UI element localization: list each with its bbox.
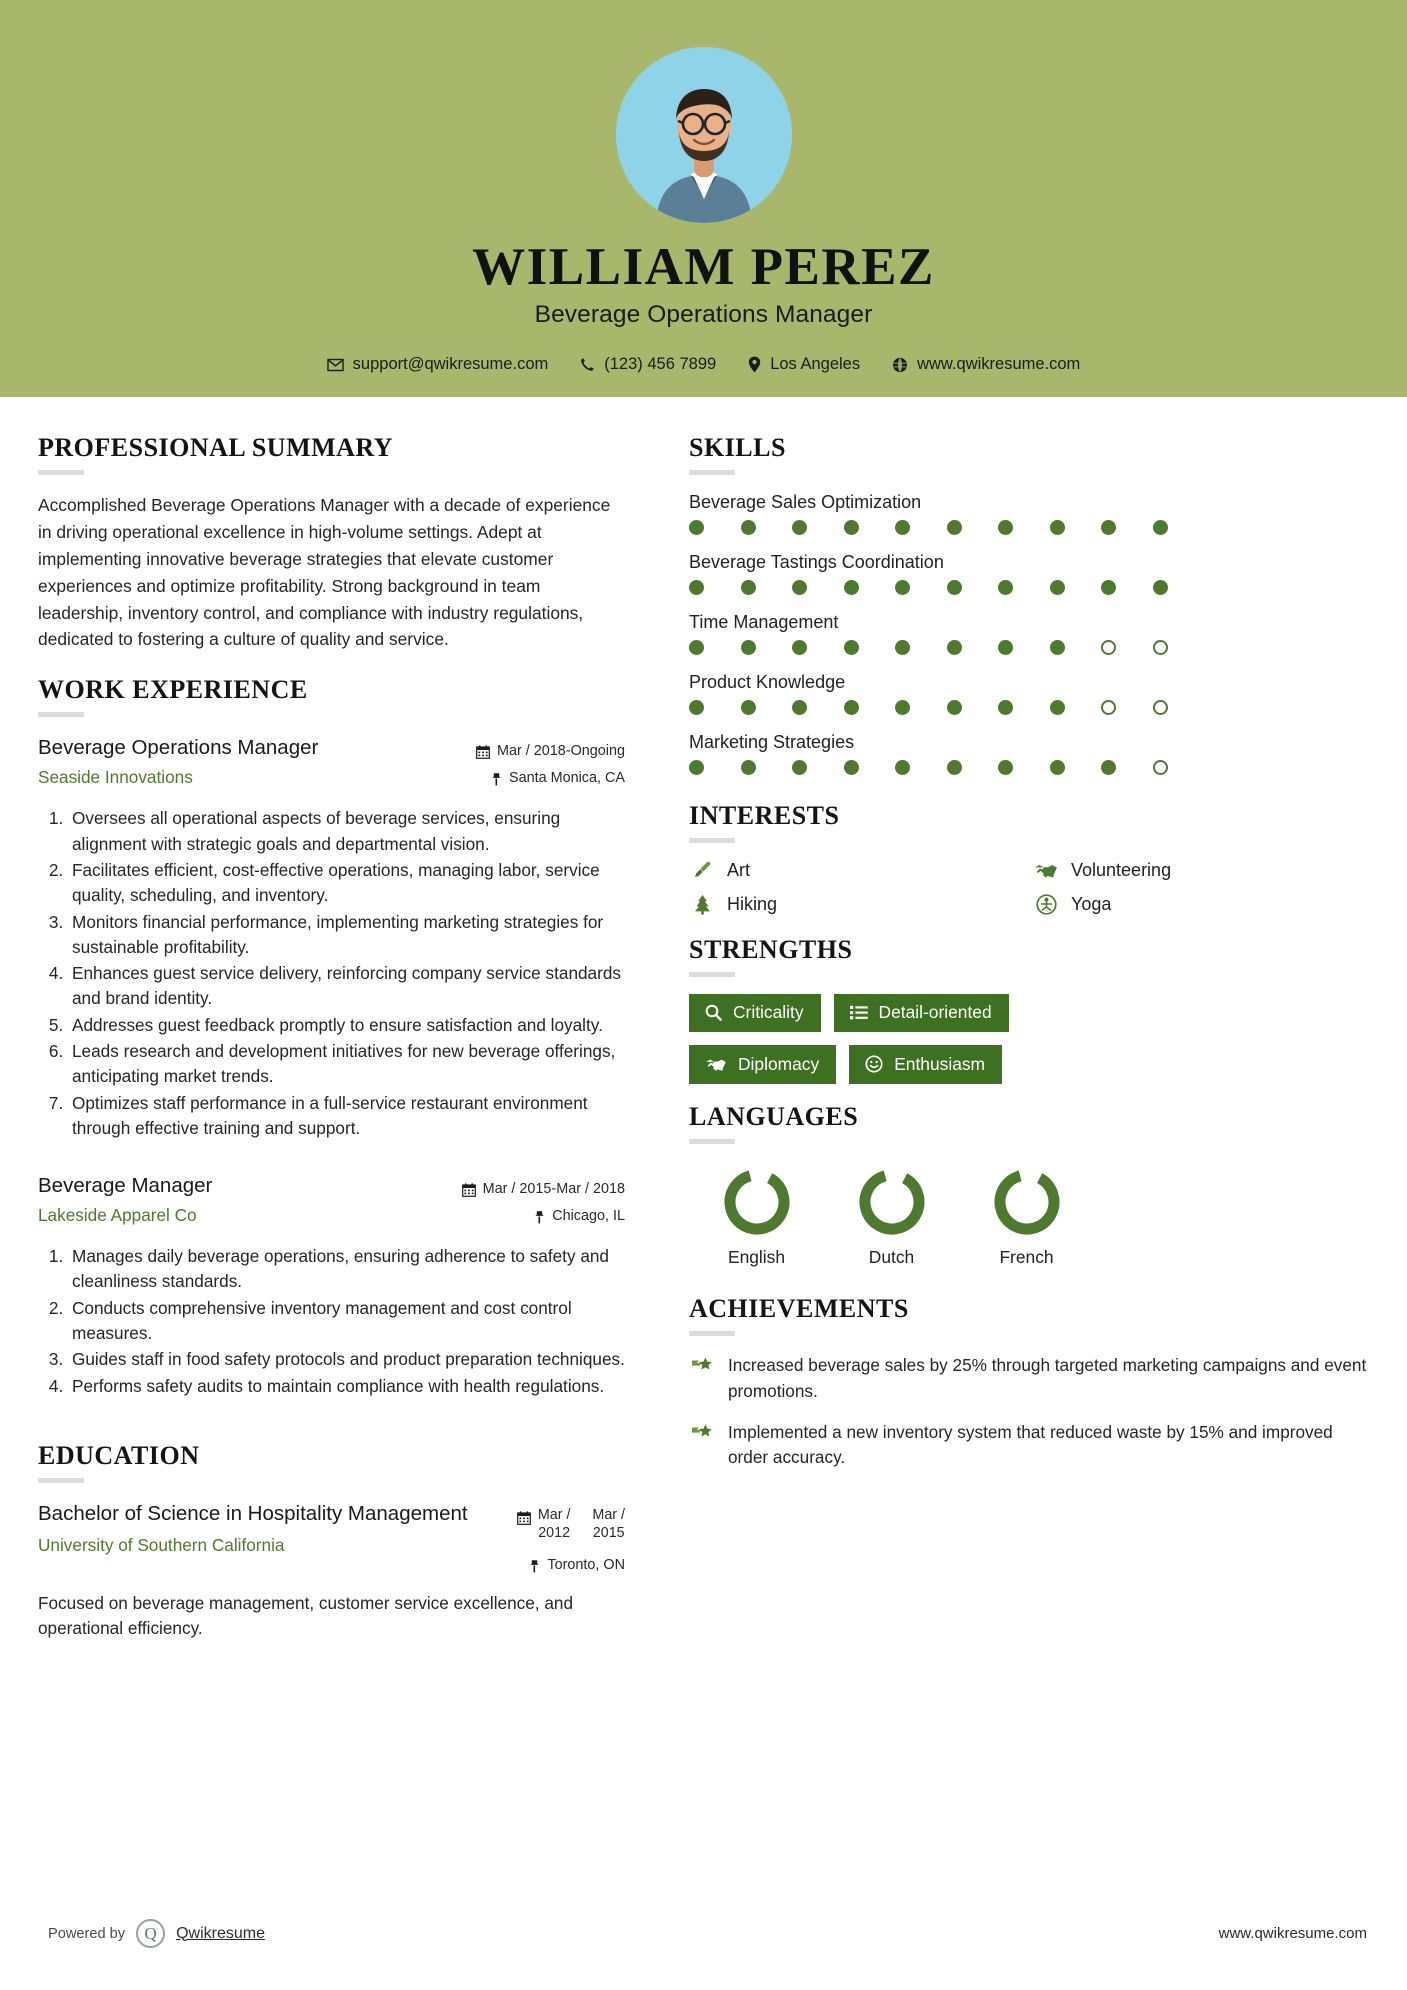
job-dates-line bbox=[462, 1178, 625, 1201]
education-school: University of Southern California bbox=[38, 1534, 285, 1555]
interest-label: Volunteering bbox=[1071, 860, 1172, 880]
job-bullet: 5. Addresses guest feedback promptly to ensure satisfaction and loyalty. bbox=[68, 1013, 625, 1038]
skill-dot-filled bbox=[792, 580, 807, 595]
skill-dot-filled bbox=[998, 520, 1013, 535]
job-role: Beverage Manager bbox=[38, 1174, 213, 1198]
star-badge-icon bbox=[689, 1353, 715, 1404]
skill-dot-cell bbox=[1153, 580, 1205, 595]
skill-dot-filled bbox=[689, 760, 704, 775]
skill-dot-cell bbox=[689, 760, 741, 775]
skill-dot-cell bbox=[998, 580, 1050, 595]
skill-dot-filled bbox=[998, 640, 1013, 655]
skill-dot-cell bbox=[844, 700, 896, 715]
skill-dot-cell bbox=[1153, 640, 1205, 655]
evergreen-tree-icon bbox=[689, 894, 715, 915]
skill-dot-filled bbox=[741, 580, 756, 595]
skill-dot-cell bbox=[792, 760, 844, 775]
education-date-start-year: 2012 bbox=[538, 1525, 571, 1542]
job-location-line bbox=[462, 1205, 625, 1228]
calendar-icon bbox=[476, 745, 490, 759]
section-heading-work: WORK EXPERIENCE bbox=[38, 675, 308, 705]
language-progress-ring bbox=[719, 1164, 795, 1240]
globe-icon bbox=[892, 357, 908, 373]
skill-dot-filled bbox=[947, 580, 962, 595]
skill-dot-filled bbox=[1153, 580, 1168, 595]
list-icon bbox=[850, 1005, 868, 1020]
achievement-text: Increased beverage sales by 25% through targeted marketing campaigns and event promotions. bbox=[728, 1355, 1367, 1401]
interest-item bbox=[689, 860, 1023, 881]
skill-dot-cell bbox=[689, 700, 741, 715]
calendar-icon bbox=[517, 1506, 531, 1530]
strength-label: Diplomacy bbox=[738, 1053, 820, 1074]
skill-dot-filled bbox=[895, 640, 910, 655]
powered-by-label: Powered by bbox=[48, 1925, 126, 1942]
skill-dot-filled bbox=[792, 520, 807, 535]
education-date-start bbox=[538, 1506, 571, 1543]
language-arc bbox=[990, 1166, 1063, 1239]
skill-dot-empty bbox=[1153, 700, 1168, 715]
pin-icon bbox=[491, 772, 502, 786]
skill-dot-cell bbox=[792, 580, 844, 595]
skill-dot-cell bbox=[1101, 640, 1153, 655]
skill-dot-filled bbox=[844, 520, 859, 535]
education-location: Toronto, ON bbox=[547, 1557, 625, 1574]
section-heading-summary: PROFESSIONAL SUMMARY bbox=[38, 433, 394, 462]
strength-badge-enthusiasm bbox=[849, 1045, 1002, 1084]
job-location-line bbox=[476, 767, 625, 790]
skill-dot-filled bbox=[741, 520, 756, 535]
job-meta bbox=[476, 735, 625, 794]
skill-dot-filled bbox=[1050, 640, 1065, 655]
right-column bbox=[655, 397, 1407, 1647]
contact-website-text: www.qwikresume.com bbox=[917, 355, 1081, 374]
education-entry-header bbox=[38, 1501, 625, 1582]
skill-rating bbox=[689, 580, 1367, 595]
contact-email[interactable] bbox=[311, 355, 565, 374]
job-bullet: 4. Performs safety audits to maintain compliance with health regulations. bbox=[68, 1374, 625, 1399]
skill-dot-cell bbox=[895, 520, 947, 535]
section-heading-strengths: STRENGTHS bbox=[689, 935, 853, 964]
skill-dot-filled bbox=[844, 640, 859, 655]
achievement-item bbox=[689, 1420, 1367, 1471]
contact-email-text: support@qwikresume.com bbox=[352, 355, 549, 374]
skill-dot-empty bbox=[1153, 760, 1168, 775]
strengths-list bbox=[689, 994, 1367, 1084]
skill-dot-cell bbox=[895, 760, 947, 775]
job-meta bbox=[462, 1173, 625, 1232]
education-dates-line bbox=[517, 1506, 625, 1543]
job-bullet: 7. Optimizes staff performance in a full-service restaurant environment through effective training and support. bbox=[68, 1091, 625, 1142]
skill-dot-cell bbox=[947, 640, 999, 655]
contact-location-text: Los Angeles bbox=[770, 355, 861, 374]
skill-dot-filled bbox=[947, 640, 962, 655]
skill-name: Time Management bbox=[689, 612, 839, 632]
job-bullet: 4. Enhances guest service delivery, reinforcing company service standards and brand identity. bbox=[68, 961, 625, 1012]
left-column bbox=[0, 397, 655, 1647]
skill-name: Beverage Tastings Coordination bbox=[689, 552, 944, 572]
job-dates: Mar / 2018-Ongoing bbox=[497, 743, 625, 760]
work-entry bbox=[38, 1173, 625, 1399]
skill-dot-cell bbox=[689, 580, 741, 595]
skill-dot-cell bbox=[998, 760, 1050, 775]
section-heading-interests: INTERESTS bbox=[689, 801, 840, 830]
section-work-experience bbox=[38, 675, 625, 1399]
skill-dot-filled bbox=[895, 580, 910, 595]
skill-dot-filled bbox=[895, 760, 910, 775]
heading-rule bbox=[689, 838, 735, 843]
skill-dot-filled bbox=[1153, 520, 1168, 535]
header-job-title: Beverage Operations Manager bbox=[534, 301, 873, 329]
job-bullet: 1. Oversees all operational aspects of beverage services, ensuring alignment with strategic goals and departmental vision. bbox=[68, 806, 625, 857]
education-degree: Bachelor of Science in Hospitality Management bbox=[38, 1501, 468, 1525]
job-company: Seaside Innovations bbox=[38, 766, 193, 787]
education-date-start-month: Mar / bbox=[537, 1506, 571, 1523]
avatar-photo bbox=[616, 47, 792, 223]
skill-dot-cell bbox=[1101, 760, 1153, 775]
language-name: English bbox=[727, 1247, 786, 1268]
heading-rule bbox=[689, 1139, 735, 1144]
powered-by bbox=[48, 1919, 265, 1948]
skill-dot-cell bbox=[689, 640, 741, 655]
skill-dot-cell bbox=[1153, 700, 1205, 715]
skill-dot-cell bbox=[792, 520, 844, 535]
handshake-icon bbox=[1033, 861, 1059, 880]
interest-label: Art bbox=[727, 860, 751, 880]
job-role: Beverage Operations Manager bbox=[38, 736, 319, 760]
education-dates bbox=[538, 1506, 625, 1543]
strength-badge-diplomacy bbox=[689, 1045, 836, 1084]
section-interests bbox=[689, 801, 1367, 915]
achievement-item bbox=[689, 1353, 1367, 1404]
skill-dot-filled bbox=[947, 520, 962, 535]
skill-dot-cell bbox=[1050, 580, 1102, 595]
skill-dot-cell bbox=[741, 640, 793, 655]
skill-dot-filled bbox=[741, 640, 756, 655]
skill-dot-filled bbox=[844, 580, 859, 595]
job-bullets bbox=[38, 1244, 625, 1399]
skill-dot-filled bbox=[844, 700, 859, 715]
languages-list bbox=[689, 1164, 1367, 1268]
contact-phone[interactable] bbox=[564, 355, 732, 374]
job-location: Santa Monica, CA bbox=[509, 770, 625, 787]
education-date-end-year: 2015 bbox=[592, 1525, 625, 1542]
education-date-end bbox=[592, 1506, 625, 1543]
skill-dot-cell bbox=[741, 520, 793, 535]
skill-item bbox=[689, 552, 1367, 595]
skill-dot-cell bbox=[947, 760, 999, 775]
strength-badge-detail-oriented bbox=[834, 994, 1009, 1032]
education-description: Focused on beverage management, customer service excellence, and operational efficiency. bbox=[38, 1592, 574, 1638]
skill-item bbox=[689, 672, 1367, 715]
language-item bbox=[689, 1164, 824, 1268]
skill-dot-cell bbox=[1101, 700, 1153, 715]
summary-text: Accomplished Beverage Operations Manager with a decade of experience in driving operational excellence in high-volume settings. Adept at implementing innovative beverage strategies that elevate customer experiences and optimize profitability. Strong background in team leadership, inventory control, and compliance with industry regulations, dedicated to fostering a culture of quality and service. bbox=[38, 495, 611, 650]
job-bullet: 2. Facilitates efficient, cost-effective operations, managing labor, service quality, scheduling, and inventory. bbox=[68, 858, 625, 909]
achievement-text: Implemented a new inventory system that reduced waste by 15% and improved order accuracy. bbox=[728, 1421, 1333, 1468]
strength-label: Criticality bbox=[733, 1002, 804, 1022]
section-languages bbox=[689, 1102, 1367, 1268]
resume-body bbox=[0, 397, 1407, 1647]
contact-phone-text: (123) 456 7899 bbox=[604, 355, 717, 374]
interest-label: Hiking bbox=[727, 894, 778, 914]
job-dates-line bbox=[476, 740, 625, 763]
interest-item bbox=[1033, 860, 1367, 881]
section-heading-education: EDUCATION bbox=[38, 1440, 200, 1470]
map-pin-icon bbox=[748, 356, 761, 373]
interests-grid bbox=[689, 860, 1367, 915]
skill-dot-cell bbox=[998, 640, 1050, 655]
strengths-row bbox=[689, 994, 1367, 1032]
skill-dot-filled bbox=[792, 700, 807, 715]
skill-dot-cell bbox=[1101, 580, 1153, 595]
skill-dot-filled bbox=[844, 760, 859, 775]
heading-rule bbox=[38, 1478, 84, 1483]
paintbrush-icon bbox=[689, 860, 715, 881]
work-entry bbox=[38, 735, 625, 1141]
section-strengths bbox=[689, 935, 1367, 1084]
skill-dot-filled bbox=[998, 760, 1013, 775]
page-footer bbox=[0, 1919, 1407, 1948]
handshake-icon bbox=[705, 1056, 727, 1073]
skill-dot-cell bbox=[998, 520, 1050, 535]
language-item bbox=[824, 1164, 959, 1268]
skill-dot-empty bbox=[1101, 640, 1116, 655]
education-entry bbox=[38, 1501, 625, 1641]
skill-dot-filled bbox=[1101, 760, 1116, 775]
skill-name: Product Knowledge bbox=[689, 672, 846, 692]
skill-dot-cell bbox=[947, 700, 999, 715]
skill-item bbox=[689, 612, 1367, 655]
job-location: Chicago, IL bbox=[552, 1208, 625, 1225]
skill-item bbox=[689, 732, 1367, 775]
skill-dot-filled bbox=[1050, 700, 1065, 715]
contact-website[interactable] bbox=[876, 355, 1096, 374]
magnifier-icon bbox=[705, 1004, 722, 1021]
heading-rule bbox=[689, 470, 735, 475]
skill-dot-cell bbox=[895, 700, 947, 715]
strength-label: Enthusiasm bbox=[894, 1053, 986, 1074]
language-name: Dutch bbox=[868, 1247, 915, 1268]
smiley-icon bbox=[865, 1055, 883, 1073]
star-badge-icon bbox=[689, 1420, 715, 1471]
skill-dot-filled bbox=[689, 640, 704, 655]
skill-dot-filled bbox=[998, 580, 1013, 595]
skill-dot-cell bbox=[895, 580, 947, 595]
education-date-end-month: Mar / bbox=[592, 1506, 625, 1523]
skill-dot-cell bbox=[1050, 700, 1102, 715]
avatar bbox=[616, 47, 792, 223]
language-progress-ring bbox=[854, 1164, 930, 1240]
section-skills bbox=[689, 433, 1367, 775]
skill-dot-filled bbox=[947, 700, 962, 715]
section-heading-skills: SKILLS bbox=[689, 433, 786, 462]
language-arc bbox=[720, 1166, 793, 1239]
skill-dot-cell bbox=[998, 700, 1050, 715]
brand-link[interactable]: Qwikresume bbox=[176, 1924, 265, 1942]
job-bullet: 3. Guides staff in food safety protocols and product preparation techniques. bbox=[68, 1347, 625, 1372]
skill-dot-filled bbox=[895, 700, 910, 715]
work-entry-header bbox=[38, 1173, 625, 1232]
strength-label: Detail-oriented bbox=[878, 1002, 992, 1022]
skill-dot-filled bbox=[1050, 580, 1065, 595]
skill-dot-filled bbox=[1101, 580, 1116, 595]
footer-url[interactable]: www.qwikresume.com bbox=[1218, 1925, 1367, 1942]
skill-dot-cell bbox=[1050, 760, 1102, 775]
contact-location bbox=[732, 355, 876, 374]
qwikresume-logo-icon: Q bbox=[136, 1919, 165, 1948]
strengths-row bbox=[689, 1045, 1367, 1084]
skill-dot-filled bbox=[895, 520, 910, 535]
interest-item bbox=[1033, 894, 1367, 915]
skill-dot-cell bbox=[741, 700, 793, 715]
language-progress-ring bbox=[989, 1164, 1065, 1240]
education-meta bbox=[517, 1501, 625, 1582]
job-bullet: 3. Monitors financial performance, implementing marketing strategies for sustainable profitability. bbox=[68, 910, 625, 961]
skill-dot-cell bbox=[1153, 520, 1205, 535]
skill-dot-filled bbox=[1050, 520, 1065, 535]
job-dates: Mar / 2015-Mar / 2018 bbox=[482, 1181, 625, 1198]
pin-icon bbox=[529, 1559, 540, 1573]
skill-dot-filled bbox=[947, 760, 962, 775]
skill-dot-cell bbox=[689, 520, 741, 535]
section-heading-languages: LANGUAGES bbox=[689, 1102, 859, 1132]
job-bullet: 6. Leads research and development initiatives for new beverage offerings, anticipating market trends. bbox=[68, 1039, 625, 1090]
heading-rule bbox=[38, 470, 84, 475]
skill-dot-filled bbox=[792, 760, 807, 775]
skill-dot-cell bbox=[1153, 760, 1205, 775]
resume-header bbox=[0, 0, 1407, 397]
skill-dot-empty bbox=[1153, 640, 1168, 655]
skill-name: Beverage Sales Optimization bbox=[689, 492, 922, 512]
skill-dot-cell bbox=[947, 580, 999, 595]
envelope-icon bbox=[327, 358, 344, 372]
job-bullet: 2. Conducts comprehensive inventory management and cost control measures. bbox=[68, 1296, 625, 1347]
skill-dot-cell bbox=[1101, 520, 1153, 535]
language-item bbox=[959, 1164, 1094, 1268]
section-professional-summary bbox=[38, 433, 625, 653]
skill-dot-cell bbox=[792, 640, 844, 655]
section-achievements bbox=[689, 1294, 1367, 1470]
section-heading-achievements: ACHIEVEMENTS bbox=[689, 1294, 909, 1324]
skill-dot-cell bbox=[947, 520, 999, 535]
yoga-icon bbox=[1033, 894, 1059, 915]
skill-dot-filled bbox=[1050, 760, 1065, 775]
interest-label: Yoga bbox=[1071, 894, 1112, 914]
phone-icon bbox=[580, 357, 595, 372]
heading-rule bbox=[689, 972, 735, 977]
skill-dot-cell bbox=[895, 640, 947, 655]
skill-name: Marketing Strategies bbox=[689, 732, 855, 752]
skill-dot-cell bbox=[1050, 520, 1102, 535]
skill-dot-empty bbox=[1101, 700, 1116, 715]
skill-dot-cell bbox=[792, 700, 844, 715]
skill-rating bbox=[689, 520, 1367, 535]
skill-dot-cell bbox=[741, 580, 793, 595]
skill-dot-filled bbox=[689, 700, 704, 715]
job-bullet: 1. Manages daily beverage operations, ensuring adherence to safety and cleanliness standards. bbox=[68, 1244, 625, 1295]
skill-item bbox=[689, 492, 1367, 535]
strength-badge-criticality bbox=[689, 994, 821, 1032]
skill-dot-cell bbox=[1050, 640, 1102, 655]
skill-dot-filled bbox=[792, 640, 807, 655]
contact-row bbox=[0, 355, 1407, 374]
skill-dot-cell bbox=[844, 640, 896, 655]
language-name: French bbox=[999, 1247, 1054, 1268]
skill-dot-cell bbox=[844, 580, 896, 595]
work-entry-header bbox=[38, 735, 625, 794]
skill-dot-cell bbox=[741, 760, 793, 775]
section-education bbox=[38, 1441, 625, 1641]
skill-rating bbox=[689, 760, 1367, 775]
language-arc bbox=[855, 1166, 928, 1239]
interest-item bbox=[689, 894, 1023, 915]
skill-dot-filled bbox=[689, 520, 704, 535]
skill-dot-filled bbox=[741, 700, 756, 715]
education-location-line bbox=[517, 1554, 625, 1577]
skill-dot-filled bbox=[998, 700, 1013, 715]
skill-dot-cell bbox=[844, 520, 896, 535]
job-bullets bbox=[38, 806, 625, 1141]
skill-rating bbox=[689, 640, 1367, 655]
page-title: WILLIAM PEREZ bbox=[472, 238, 935, 296]
pin-icon bbox=[534, 1210, 545, 1224]
heading-rule bbox=[38, 712, 84, 717]
skill-dot-cell bbox=[844, 760, 896, 775]
skill-rating bbox=[689, 700, 1367, 715]
calendar-icon bbox=[462, 1183, 476, 1197]
skill-dot-filled bbox=[1101, 520, 1116, 535]
heading-rule bbox=[689, 1331, 735, 1336]
job-company: Lakeside Apparel Co bbox=[38, 1204, 197, 1225]
skill-dot-filled bbox=[689, 580, 704, 595]
skill-dot-filled bbox=[741, 760, 756, 775]
